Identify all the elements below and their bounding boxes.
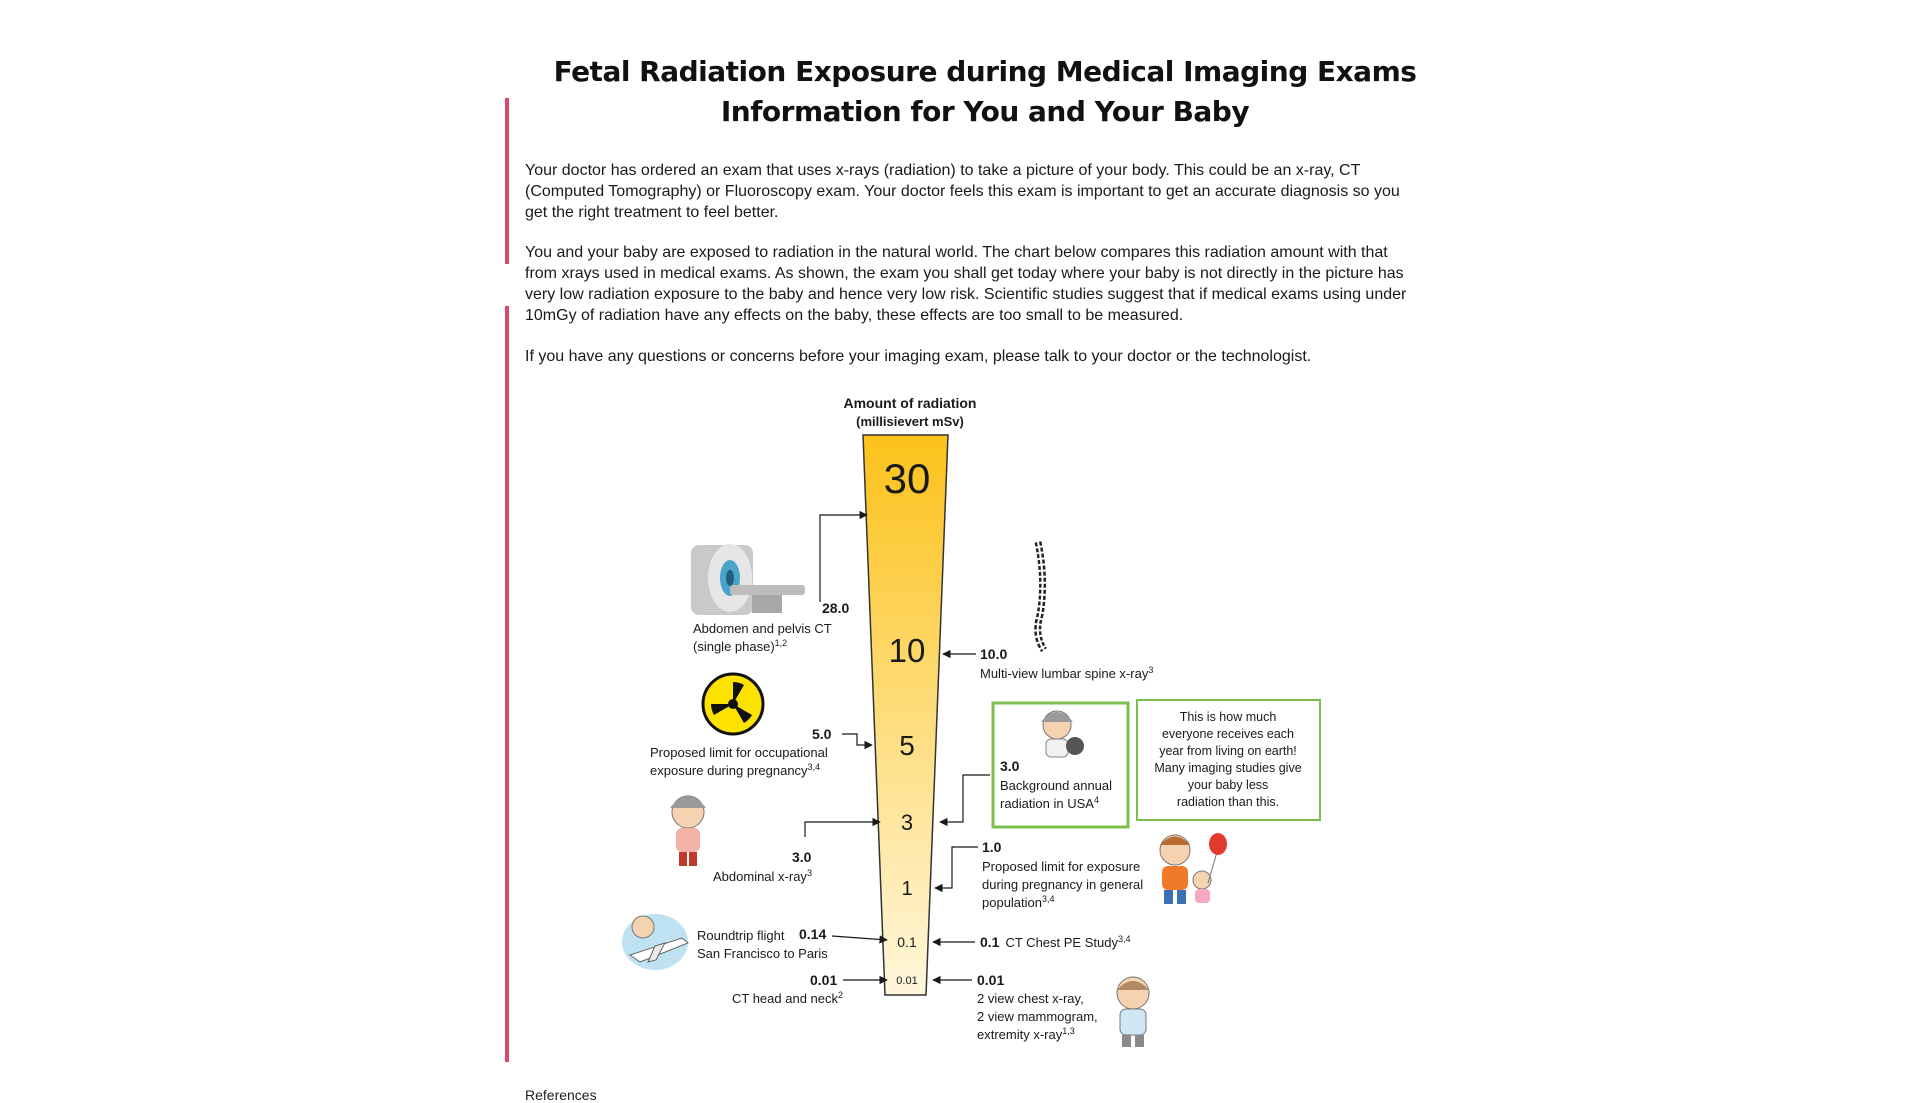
scale-tick-0-1: 0.1 [897, 934, 917, 950]
title-line-1: Fetal Radiation Exposure during Medical Imaging Exams [553, 55, 1417, 88]
title-line-2: Information for You and Your Baby [720, 95, 1250, 128]
label-background-line1: Background annual [1000, 778, 1113, 793]
chart-title: Amount of radiation [843, 395, 977, 411]
callout-line-1: This is how much [1179, 710, 1277, 724]
callout-line-2: everyone receives each [1161, 727, 1295, 741]
value-general-population: 1.0 [982, 839, 1002, 855]
paragraph-questions: If you have any questions or concerns before your imaging exam, please talk to your doctor or the technologist. [525, 348, 1312, 365]
change-bar-top [505, 98, 509, 264]
label-occupational-line2: exposure during pregnancy$^{3,4}$ [650, 762, 821, 778]
value-occupational: 5.0 [812, 726, 832, 742]
value-abdominal: 3.0 [792, 849, 812, 865]
scale-tick-1: 1 [901, 878, 913, 900]
ct-scanner-icon [691, 544, 805, 615]
label-lumbar-spine: Multi-view lumbar spine x-ray$^3$ [980, 665, 1154, 681]
chart-subtitle: (millisievert mSv) [856, 414, 964, 429]
page-title [520, 52, 1450, 132]
label-ct-abdomen-line2: (single phase)$^{1,2}$ [693, 638, 788, 654]
value-ct-abdomen: 28.0 [822, 600, 850, 616]
radiation-icon [703, 674, 763, 734]
paragraph-natural-radiation: You and your baby are exposed to radiation in the natural world. The chart below compares this radiation amount with that from xrays used in medical exams. As shown, the exam you shall get today where your baby is not directly in the picture has very low radiation exposure to the baby and hence very low risk. Scientific studies suggest that if medical exams using under 10mGy of radiation have any effects on the baby, these effects are too small to be measured. [525, 244, 1407, 324]
label-general-population-line1: Proposed limit for exposure [982, 859, 1141, 874]
scale-tick-10: 10 [888, 632, 926, 669]
callout-line-3: year from living on earth! [1159, 744, 1297, 758]
label-chest-xray-line2: 2 view mammogram, [977, 1009, 1098, 1024]
family-icon [1160, 833, 1227, 904]
value-background: 3.0 [1000, 758, 1020, 774]
airplane-icon [622, 914, 688, 970]
label-chest-xray-line1: 2 view chest x-ray, [977, 991, 1084, 1006]
paragraph-intro: Your doctor has ordered an exam that uses x-rays (radiation) to take a picture of your body. This could be an x-ray, CT (Computed Tomography) or Fluoroscopy exam. Your doctor feels this exam is important to get an accurate diagnosis so you get the right treatment to feel better. [525, 162, 1400, 221]
label-ct-abdomen-line1: Abdomen and pelvis CT [693, 621, 832, 636]
value-ct-head: 0.01 [810, 972, 838, 988]
label-flight-line2: San Francisco to Paris [697, 946, 828, 961]
value-lumbar-spine: 10.0 [980, 646, 1008, 662]
woman-icon [670, 796, 706, 866]
value-flight: 0.14 [799, 926, 827, 942]
scale-tick-30: 30 [883, 455, 931, 502]
change-bar-bottom [505, 306, 509, 1062]
label-abdominal: Abdominal x-ray$^3$ [713, 868, 812, 884]
scale-tick-3: 3 [900, 810, 914, 835]
label-general-population-line3: population$^{3,4}$ [982, 894, 1055, 910]
callout-line-4: Many imaging studies give [1154, 761, 1302, 775]
callout-line-6: radiation than this. [1176, 795, 1280, 809]
value-chest-xray: 0.01 [977, 972, 1005, 988]
references-heading: References [525, 1087, 597, 1103]
label-occupational-line1: Proposed limit for occupational [650, 745, 828, 760]
radiation-chart [600, 390, 1360, 1050]
label-ct-chest-pe: 0.1 CT Chest PE Study$^{3,4}$ [980, 934, 1131, 950]
callout-line-5: your baby less [1187, 778, 1269, 792]
label-chest-xray-line3: extremity x-ray$^{1,3}$ [977, 1026, 1075, 1042]
scale-tick-0-01: 0.01 [896, 975, 918, 987]
scale-tick-5: 5 [899, 730, 915, 761]
spine-icon [1038, 542, 1044, 650]
child-icon [1117, 977, 1149, 1047]
label-general-population-line2: during pregnancy in general [982, 877, 1144, 892]
radiation-scale-bar [863, 435, 948, 995]
label-background-line2: radiation in USA$^4$ [1000, 795, 1099, 811]
label-ct-head: CT head and neck$^2$ [732, 990, 844, 1006]
label-flight-line1: Roundtrip flight [697, 928, 785, 943]
